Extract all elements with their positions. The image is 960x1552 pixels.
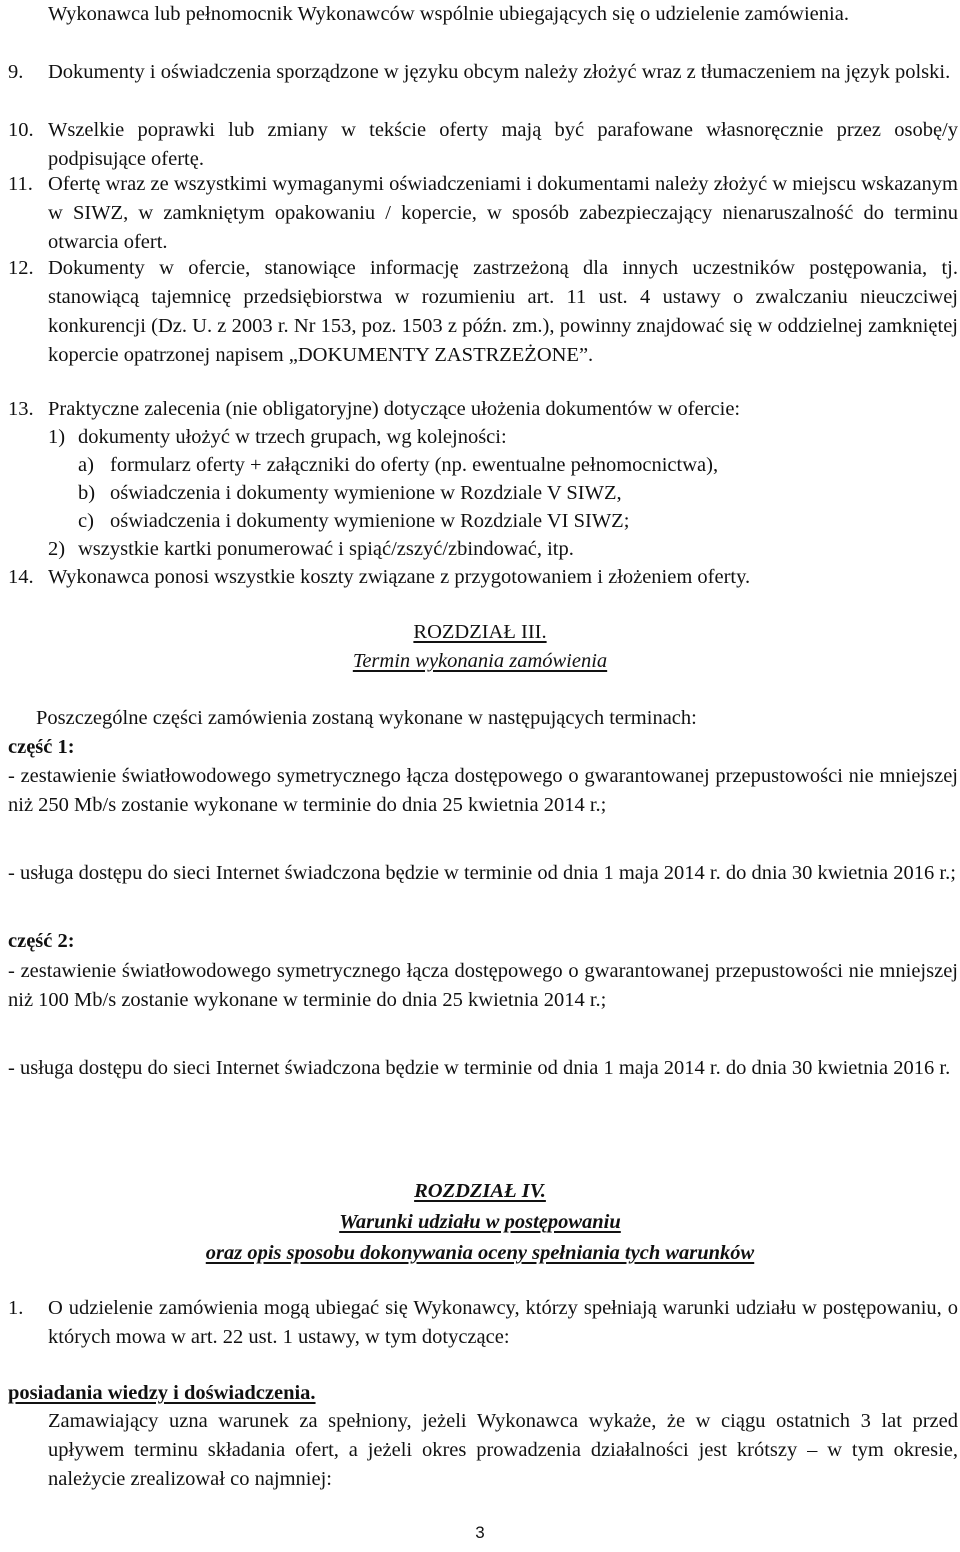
chapter-4-item-1 (8, 1294, 958, 1352)
part-1-item-b: - usługa dostępu do sieci Internet świadczona będzie w terminie od dnia 1 maja 2014 r. do dnia 30 kwietnia 2016 r.; (8, 862, 956, 884)
list-number: 12. (8, 257, 34, 279)
list-item-9 (8, 58, 958, 87)
list-item-10 (8, 116, 958, 174)
list-text: Wykonawca ponosi wszystkie koszty związane z przygotowaniem i złożeniem oferty. (48, 566, 751, 588)
chapter-4-subtext: Zamawiający uzna warunek za spełniony, jeżeli Wykonawca wykaże, że w ciągu ostatnich 3 lat przed upływem terminu składania ofert, a jeżeli okres prowadzenia działalności jest krótszy – w tym okresie, należycie zrealizował co najmniej: (48, 1410, 958, 1490)
list-number: 14. (8, 566, 34, 588)
chapter-4-subheading: posiadania wiedzy i doświadczenia. (8, 1382, 316, 1404)
list-number: 1. (8, 1297, 24, 1319)
list-item-14 (8, 563, 958, 592)
chapter-4-title-line-1: Warunki udziału w postępowaniu (339, 1211, 621, 1233)
part-2-label: część 2: (8, 930, 75, 952)
sub-letter-b: b) (78, 482, 96, 504)
chapter-3-heading: ROZDZIAŁ III. (413, 621, 547, 643)
part-1-label: część 1: (8, 736, 75, 758)
list-number: 9. (8, 61, 24, 83)
page-number: 3 (475, 1523, 485, 1542)
part-1-item-a: - zestawienie światłowodowego symetrycznego łącza dostępowego o gwarantowanej przepustowości nie mniejszej niż 250 Mb/s zostanie wykonane w terminie do dnia 25 kwietnia 2014 r.; (8, 765, 958, 816)
list-text: Dokumenty i oświadczenia sporządzone w języku obcym należy złożyć wraz z tłumaczeniem na język polski. (48, 61, 951, 83)
sub-letter-b-text: oświadczenia i dokumenty wymienione w Rozdziale V SIWZ, (110, 482, 622, 504)
list-item-11 (8, 170, 958, 257)
list-number: 11. (8, 173, 33, 195)
sub-letter-c-text: oświadczenia i dokumenty wymienione w Rozdziale VI SIWZ; (110, 510, 630, 532)
list-item-13 (8, 395, 958, 424)
sub-number-1: 1) (48, 426, 66, 448)
sub-number-2: 2) (48, 538, 66, 560)
list-text: Dokumenty w ofercie, stanowiące informację zastrzeżoną dla innych uczestników postępowania, tj. stanowiącą tajemnicę przedsiębiorstwa w rozumieniu art. 11 ust. 4 ustawy o zwalczaniu nieuczciwej konkurencji (Dz. U. z 2003 r. Nr 153, poz. 1503 z późn. zm.), powinny znajdować się w oddzielnej zamkniętej kopercie opatrzonej napisem „DOKUMENTY ZASTRZEŻONE”. (48, 257, 958, 366)
part-2-item-b: - usługa dostępu do sieci Internet świadczona będzie w terminie od dnia 1 maja 2014 r. do dnia 30 kwietnia 2016 r. (8, 1057, 951, 1079)
chapter-3-lead: Poszczególne części zamówienia zostaną wykonane w następujących terminach: (36, 707, 697, 729)
list-item-12 (8, 254, 958, 370)
list-text: Praktyczne zalecenia (nie obligatoryjne) dotyczące ułożenia dokumentów w ofercie: (48, 398, 741, 420)
part-2-item-a: - zestawienie światłowodowego symetrycznego łącza dostępowego o gwarantowanej przepustowości nie mniejszej niż 100 Mb/s zostanie wykonane w terminie do dnia 25 kwietnia 2014 r.; (8, 960, 958, 1011)
chapter-4-heading: ROZDZIAŁ IV. (414, 1180, 546, 1202)
sub-letter-c: c) (78, 510, 94, 532)
list-number: 13. (8, 398, 34, 420)
sub-letter-a: a) (78, 454, 94, 476)
list-number: 10. (8, 119, 34, 141)
sub-text-2: wszystkie kartki ponumerować i spiąć/zszyć/zbindować, itp. (78, 538, 574, 560)
chapter-4-title-line-2: oraz opis sposobu dokonywania oceny spełniania tych warunków (205, 1242, 755, 1264)
sub-letter-a-text: formularz oferty + załączniki do oferty (np. ewentualne pełnomocnictwa), (110, 454, 719, 476)
sub-text-1: dokumenty ułożyć w trzech grupach, wg kolejności: (78, 426, 507, 448)
intro-paragraph: Wykonawca lub pełnomocnik Wykonawców wspólnie ubiegających się o udzielenie zamówienia. (48, 3, 849, 25)
list-text: Ofertę wraz ze wszystkimi wymaganymi oświadczeniami i dokumentami należy złożyć w miejscu wskazanym w SIWZ, w zamkniętym opakowaniu / kopercie, w sposób zabezpieczający nienaruszalność do terminu otwarcia ofert. (48, 173, 958, 253)
list-text: Wszelkie poprawki lub zmiany w tekście oferty mają być parafowane własnoręcznie przez osobę/y podpisujące ofertę. (48, 119, 958, 170)
list-text: O udzielenie zamówienia mogą ubiegać się Wykonawcy, którzy spełniają warunki udziału w postępowaniu, o których mowa w art. 22 ust. 1 ustawy, w tym dotyczące: (48, 1297, 958, 1348)
chapter-3-title: Termin wykonania zamówienia (352, 650, 608, 672)
